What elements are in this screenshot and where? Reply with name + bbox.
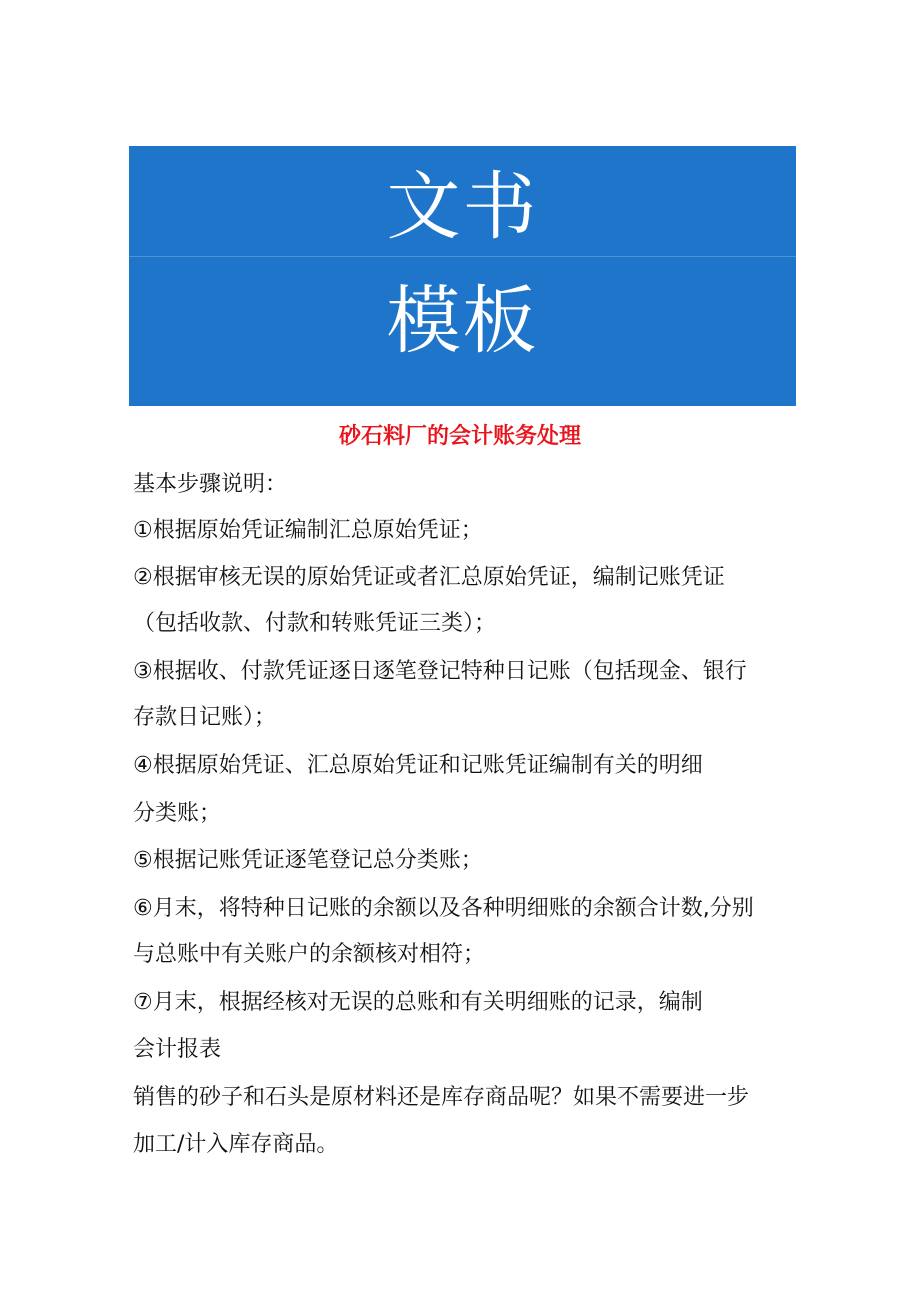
step-6-line-1: ⑥月末，将特种日记账的余额以及各种明细账的余额合计数,分别 xyxy=(133,896,754,921)
step-4-line-2: 分类账； xyxy=(133,801,222,826)
step-7-line-1: ⑦月末，根据经核对无误的总账和有关明细账的记录，编制 xyxy=(133,990,703,1015)
question-line-2: 加工/计入库存商品。 xyxy=(133,1132,339,1157)
step-2-line-2: （包括收款、付款和转账凭证三类）； xyxy=(133,611,497,636)
step-3-line-2: 存款日记账）； xyxy=(133,705,277,730)
intro-heading: 基本步骤说明： xyxy=(133,472,288,497)
banner-divider xyxy=(129,256,796,257)
step-4-line-1: ④根据原始凭证、汇总原始凭证和记账凭证编制有关的明细 xyxy=(133,753,703,778)
cover-banner xyxy=(129,146,796,406)
banner-title-line-1: 文书 xyxy=(386,164,539,250)
question-line-1: 销售的砂子和石头是原材料还是库存商品呢？如果不需要进一步 xyxy=(133,1085,750,1110)
step-6-line-2: 与总账中有关账户的余额核对相符； xyxy=(133,942,486,967)
banner-title-line-2: 模板 xyxy=(386,278,539,364)
step-2-line-1: ②根据审核无误的原始凭证或者汇总原始凭证，编制记账凭证 xyxy=(133,565,725,590)
step-3-line-1: ③根据收、付款凭证逐日逐笔登记特种日记账（包括现金、银行 xyxy=(133,659,747,684)
step-1: ①根据原始凭证编制汇总原始凭证； xyxy=(133,518,483,543)
document-title: 砂石料厂的会计账务处理 xyxy=(338,424,581,449)
step-7-line-2: 会计报表 xyxy=(133,1037,222,1062)
step-5: ⑤根据记账凭证逐笔登记总分类账； xyxy=(133,848,483,873)
